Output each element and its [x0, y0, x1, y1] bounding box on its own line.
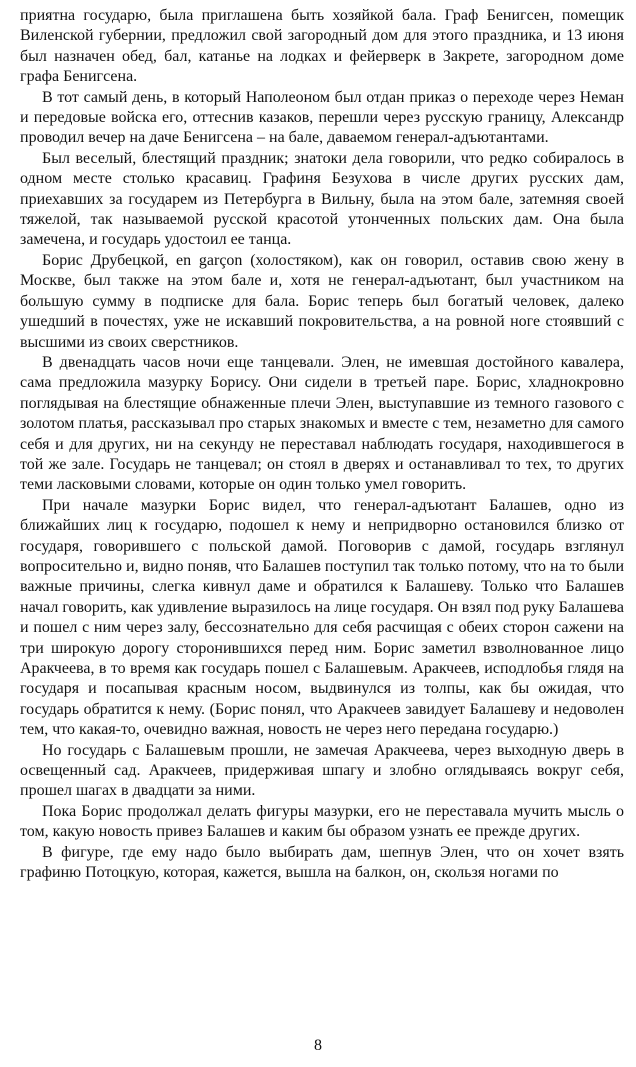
paragraph-6: При начале мазурки Борис видел, что генерал-адъютант Балашев, одно из ближайших лиц к государю, подошел к нему и непридворно остановился близко от государя, говорившего с польской дамой. Поговорив с дамой, государь взглянул вопросительно и, видно поняв, что Балашев поступил так только потому, что на то были важные причины, слегка кивнул даме и обратился к Балашеву. Только что Балашев начал говорить, как удивление выразилось на лице государя. Он взял под руку Балашева и пошел с ним через залу, бессознательно для себя расчищая с обеих сторон сажени на три широкую дорогу сторонившихся перед ним. Борис заметил взволнованное лицо Аракчеева, в то время как государь пошел с Балашевым. Аракчеев, исподлобья глядя на государя и посапывая красным носом, выдвинулся из толпы, как бы ожидая, что государь обратится к нему. (Борис понял, что Аракчеев завидует Балашеву и недоволен тем, что какая-то, очевидно важная, новость не через него передана государю.) [20, 496, 624, 739]
page-number: 8 [314, 1037, 322, 1054]
paragraph-3: Был веселый, блестящий праздник; знатоки дела говорили, что редко собиралось в одном месте столько красавиц. Графиня Безухова в числе других русских дам, приехавших за государем из Петербурга в Вильну, была на этом бале, затемняя своей тяжелой, так называемой русской красотой утонченных польских дам. Она была замечена, и государь удостоил ее танца. [20, 149, 624, 249]
paragraph-9: В фигуре, где ему надо было выбирать дам, шепнув Элен, что он хочет взять графиню Потоцкую, которая, кажется, вышла на балкон, он, скользя ногами по [20, 843, 624, 882]
paragraph-4: Борис Друбецкой, en garçon (холостяком), как он говорил, оставив свою жену в Москве, был также на этом бале и, хотя не генерал-адъютант, был участником на большую сумму в подписке для бала. Борис теперь был богатый человек, далеко ушедший в почестях, уже не искавший покровительства, а на ровной ноге стоявший с высшими из своих сверстников. [20, 251, 624, 351]
paragraph-2: В тот самый день, в который Наполеоном был отдан приказ о переходе через Неман и передовые войска его, оттеснив казаков, перешли через русскую границу, Александр проводил вечер на даче Бенигсена – на бале, даваемом генерал-адъютантами. [20, 88, 624, 147]
paragraph-7: Но государь с Балашевым прошли, не замечая Аракчеева, через выходную дверь в освещенный сад. Аракчеев, придерживая шпагу и злобно оглядываясь вокруг себя, прошел шагах в двадцати за ними. [20, 741, 624, 800]
paragraph-8: Пока Борис продолжал делать фигуры мазурки, его не переставала мучить мысль о том, какую новость привез Балашев и каким бы образом узнать ее прежде других. [20, 802, 624, 841]
paragraph-1: приятна государю, была приглашена быть хозяйкой бала. Граф Бенигсен, помещик Виленской губернии, предложил свой загородный дом для этого праздника, и 13 июня был назначен обед, бал, катанье на лодках и фейерверк в Закрете, загородном доме графа Бенигсена. [20, 7, 624, 86]
paragraph-5: В двенадцать часов ночи еще танцевали. Элен, не имевшая достойного кавалера, сама предложила мазурку Борису. Они сидели в третьей паре. Борис, хладнокровно поглядывая на блестящие обнаженные плечи Элен, выступавшие из темного газового с золотом платья, рассказывал про старых знакомых и вместе с тем, незаметно для самого себя и для других, ни на секунду не переставал наблюдать государя, находившегося в той же зале. Государь не танцевал; он стоял в дверях и останавливал то тех, то других теми ласковыми словами, которые он один только умел говорить. [20, 353, 624, 494]
page-body [20, 6, 624, 883]
